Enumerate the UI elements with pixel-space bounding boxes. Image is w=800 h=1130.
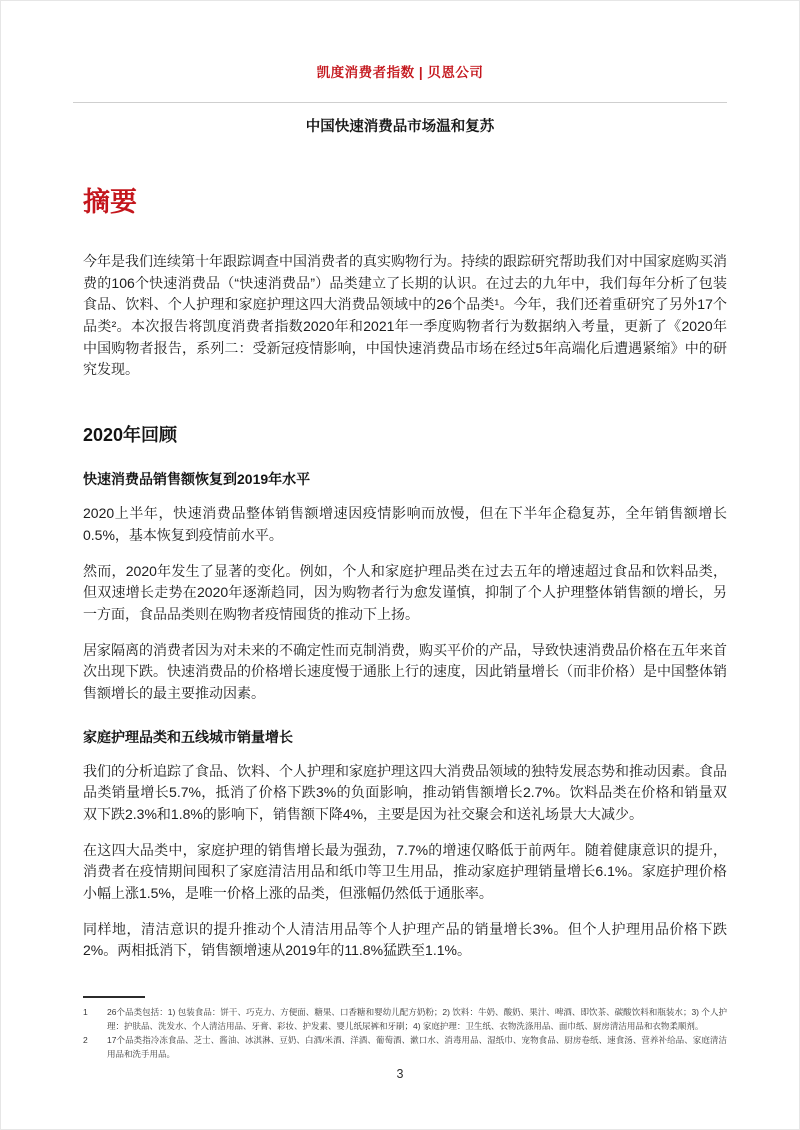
paragraph: 2020上半年，快速消费品整体销售额增速因疫情影响而放慢，但在下半年企稳复苏，全年销售额增长0.5%，基本恢复到疫情前水平。 — [83, 505, 727, 543]
footnotes — [83, 996, 727, 1061]
subhead-sales-recovery: 快速消费品销售额恢复到2019年水平 — [83, 471, 311, 488]
header-divider — [73, 102, 727, 103]
page-number: 3 — [396, 1067, 404, 1081]
paragraph: 我们的分析追踪了食品、饮料、个人护理和家庭护理这四大消费品领域的独特发展态势和推动因素。食品品类销量增长5.7%，抵消了价格下跌3%的负面影响，推动销售额增长2.7%。饮料品类在价格和销量双双下跌2.3%和1.8%的影响下，销售额下降4%，主要是因为社交聚会和送礼场景大大减少。 — [83, 762, 727, 822]
footnote-item — [83, 1005, 727, 1033]
footnote-number: 1 — [83, 1007, 88, 1017]
doc-subtitle: 中国快速消费品市场温和复苏 — [305, 119, 495, 135]
main-content — [1, 180, 799, 962]
footnote-text: 17个品类指冷冻食品、芝士、酱油、冰淇淋、豆奶、白酒/米酒、洋酒、葡萄酒、漱口水、消毒用品、湿纸巾、宠物食品、厨房卷纸、速食汤、营养补给品、家庭清洁用品和洗手用品。 — [107, 1035, 727, 1060]
footnote-item — [83, 1033, 727, 1061]
page-title: 摘要 — [83, 187, 137, 217]
footnote-divider — [83, 996, 145, 998]
footnote-text: 26个品类包括：1) 包装食品：饼干、巧克力、方便面、糖果、口香糖和婴幼儿配方奶粉；2) 饮料：牛奶、酸奶、果汁、啤酒、即饮茶、碳酸饮料和瓶装水；3) 个人护理：护肤品、洗发水、个人清洁用品、牙膏、彩妆、护发素、婴儿纸尿裤和牙刷；4) 家庭护理：卫生纸、衣物洗涤用品、面巾纸、厨房清洁用品和衣物柔顺剂。 — [107, 1007, 727, 1032]
intro-paragraph: 今年是我们连续第十年跟踪调查中国消费者的真实购物行为。持续的跟踪研究帮助我们对中国家庭购买消费的106个快速消费品（“快速消费品”）品类建立了长期的认识。在过去的九年中，我们每年分析了包装食品、饮料、个人护理和家庭护理这四大消费品领域中的26个品类¹。今年，我们还着重研究了另外17个品类²。本次报告将凯度消费者指数2020年和2021年一季度购物者行为数据纳入考量，更新了《2020年中国购物者报告，系列二：受新冠疫情影响，中国快速消费品市场在经过5年高端化后遭遇紧缩》中的研究发现。 — [83, 253, 727, 378]
paragraph: 居家隔离的消费者因为对未来的不确定性而克制消费，购买平价的产品，导致快速消费品价格在五年来首次出现下跌。快速消费品的价格增长速度慢于通胀上行的速度，因此销量增长（而非价格）是中国整体销售额增长的最主要推动因素。 — [83, 641, 727, 701]
footnote-number: 2 — [83, 1035, 88, 1046]
subhead-home-care-growth: 家庭护理品类和五线城市销量增长 — [83, 728, 293, 745]
paragraph: 同样地，清洁意识的提升推动个人清洁用品等个人护理产品的销量增长3%。但个人护理用品价格下跌2%。两相抵消下，销售额增速从2019年的11.8%猛跌至1.1%。 — [83, 920, 727, 959]
paragraph: 在这四大品类中，家庭护理的销售增长最为强劲，7.7%的增速仅略低于前两年。随着健康意识的提升，消费者在疫情期间囤积了家庭清洁用品和纸巾等卫生用品，推动家庭护理销量增长6.1%。家庭护理价格小幅上涨1.5%，是唯一价格上涨的品类，但涨幅仍然低于通胀率。 — [83, 841, 727, 902]
paragraph: 然而，2020年发生了显著的变化。例如，个人和家庭护理品类在过去五年的增速超过食品和饮料品类，但双速增长走势在2020年逐渐趋同，因为购物者行为愈发谨慎，抑制了个人护理整体销售额的增长，另一方面，食品品类则在购物者疫情囤货的推动下上扬。 — [83, 562, 727, 622]
header-brand: 凯度消费者指数 | 贝恩公司 — [316, 65, 484, 80]
section-heading-2020-review: 2020年回顾 — [83, 425, 178, 446]
